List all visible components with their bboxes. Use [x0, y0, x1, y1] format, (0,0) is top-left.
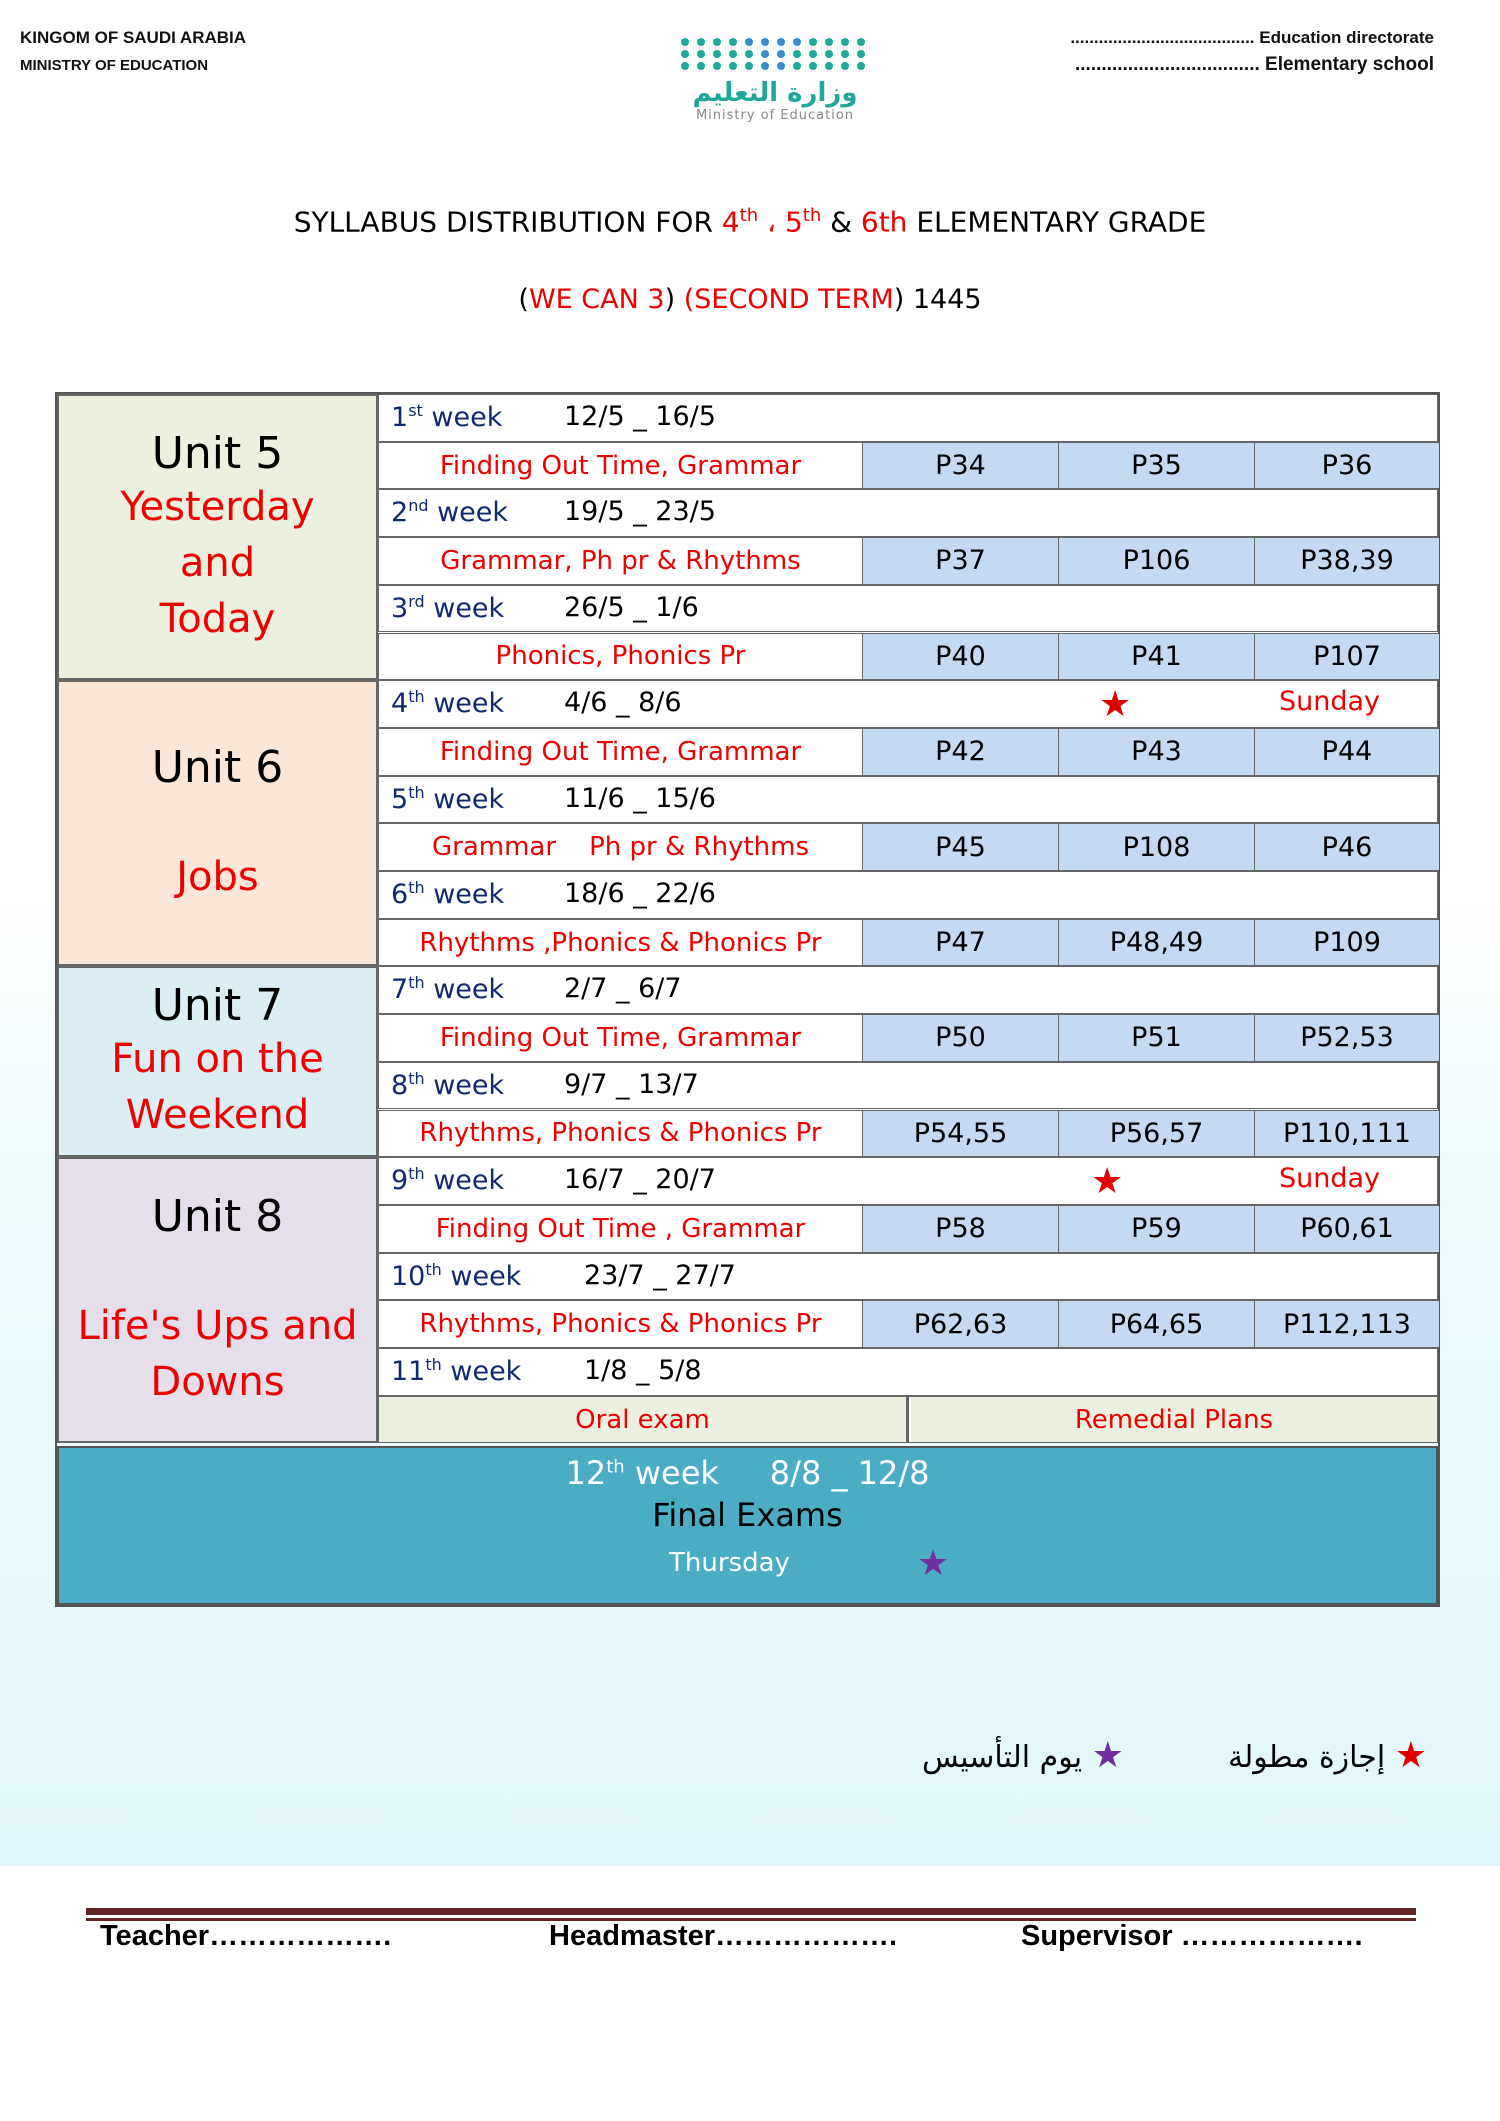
unit-cell	[57, 1157, 378, 1443]
footer-rule	[86, 1908, 1416, 1915]
page-title	[0, 205, 1500, 238]
logo-dot	[825, 62, 833, 70]
week-num: 10	[391, 1260, 426, 1292]
page-cell: P50	[862, 1015, 1058, 1061]
logo-dot	[729, 50, 737, 58]
final-exams-title: Final Exams	[652, 1496, 843, 1534]
week-word: week	[433, 974, 505, 1006]
headmaster-signature: Headmaster……………….	[549, 1920, 898, 1952]
week-dates: 1/8 _ 5/8	[584, 1355, 702, 1386]
week-sup: th	[425, 1355, 442, 1374]
term-name: (SECOND TERM	[683, 284, 894, 315]
page-cell: P109	[1254, 920, 1439, 966]
topic-text: Finding Out Time , Grammar	[435, 1213, 806, 1244]
unit-title: Jobs	[176, 853, 259, 900]
topic-text: Grammar Ph pr & Rhythms	[432, 832, 809, 863]
supervisor-signature: Supervisor ……………….	[1021, 1920, 1363, 1952]
week-dates: 23/7 _ 27/7	[584, 1259, 736, 1291]
week-num: 11	[391, 1356, 426, 1387]
page-cell: P47	[862, 920, 1058, 966]
purple-star-icon: ★	[917, 1543, 950, 1584]
logo-dot	[857, 62, 865, 70]
title-text: SYLLABUS DISTRIBUTION FOR	[293, 205, 722, 239]
topic-text: Grammar, Ph pr & Rhythms	[440, 545, 801, 576]
week-sup: rd	[408, 591, 425, 611]
week-sup: th	[408, 973, 425, 993]
logo-dot	[809, 38, 817, 46]
holiday-day: Sunday	[1279, 1163, 1381, 1195]
week-sup: th	[408, 782, 425, 802]
topic-text: Phonics, Phonics Pr	[495, 641, 746, 672]
week-dates: 2/7 _ 6/7	[564, 973, 682, 1005]
page-cell: P64,65	[1058, 1301, 1254, 1347]
page-cell: P41	[1058, 634, 1254, 680]
page-cell: P56,57	[1058, 1111, 1254, 1157]
topic-row	[378, 728, 1438, 776]
page-cell: P42	[862, 729, 1058, 775]
ministry-logo	[675, 38, 875, 123]
week-label: week	[634, 1454, 719, 1492]
logo-dot	[841, 50, 849, 58]
week-word: week	[450, 1356, 522, 1387]
week-num: 5	[391, 783, 409, 815]
week-word: week	[433, 879, 505, 910]
week-label	[391, 973, 504, 1005]
year: ) 1445	[893, 284, 982, 315]
week-word: week	[431, 402, 503, 433]
logo-dot	[809, 62, 817, 70]
logo-dot	[697, 38, 705, 46]
week-sup: th	[425, 1259, 442, 1279]
logo-dot	[809, 50, 817, 58]
page-cell: P43	[1058, 729, 1254, 775]
final-week	[59, 1454, 1436, 1492]
week-row	[378, 1348, 1438, 1396]
grade-6: 6th	[860, 205, 908, 239]
logo-dot	[745, 38, 753, 46]
week-sup: st	[408, 401, 423, 420]
logo-dot	[793, 38, 801, 46]
logo-dots-icon	[675, 38, 875, 70]
logo-dot	[745, 50, 753, 58]
red-star-icon: ★	[1099, 684, 1132, 726]
logo-dot	[825, 38, 833, 46]
page-cell: P35	[1058, 443, 1254, 489]
week-word: week	[433, 1165, 505, 1197]
paren: (	[518, 284, 529, 315]
week-label	[391, 783, 504, 815]
week-num: 12	[565, 1454, 607, 1492]
page-cell: P34	[862, 443, 1058, 489]
week-row	[378, 680, 1438, 728]
page-cell: P112,113	[1254, 1301, 1439, 1347]
week-row	[378, 1157, 1438, 1205]
unit-title: Yesterday and Today	[120, 483, 315, 642]
week-row	[378, 776, 1438, 824]
logo-dot	[713, 50, 721, 58]
logo-dot	[841, 38, 849, 46]
topic-row	[378, 1300, 1438, 1348]
topic-row	[378, 823, 1438, 871]
page-cell: P48,49	[1058, 920, 1254, 966]
week-num: 3	[391, 592, 409, 624]
week-row	[378, 1253, 1438, 1301]
week-row	[378, 489, 1438, 537]
week-label	[391, 401, 502, 433]
oral-exam-cell: Oral exam	[379, 1397, 909, 1443]
red-star-icon: ★	[1394, 1735, 1427, 1776]
week-dates: 11/6 _ 15/6	[564, 782, 716, 814]
week-sup: th	[606, 1456, 625, 1478]
logo-dot	[777, 38, 785, 46]
logo-dot	[793, 62, 801, 70]
legend-holiday-text: إجازة مطولة	[1228, 1740, 1386, 1775]
week-row	[378, 585, 1438, 633]
week-num: 2	[391, 497, 409, 529]
week-label	[391, 1260, 521, 1292]
page-cell: P36	[1254, 443, 1439, 489]
topic-text: Finding Out Time, Grammar	[439, 1022, 802, 1053]
week-label	[391, 1355, 521, 1387]
topic-row	[378, 919, 1438, 967]
week-label	[391, 1069, 504, 1101]
page-cell: P51	[1058, 1015, 1254, 1061]
logo-dot	[681, 50, 689, 58]
logo-dot	[777, 50, 785, 58]
week-row	[378, 394, 1438, 442]
week-word: week	[433, 1069, 505, 1101]
topic-row	[378, 1014, 1438, 1062]
page-cell: P58	[862, 1206, 1058, 1252]
week-dates: 26/5 _ 1/6	[564, 591, 699, 623]
logo-dot	[713, 38, 721, 46]
week-dates: 4/6 _ 8/6	[564, 687, 682, 719]
logo-dot	[841, 62, 849, 70]
unit-cell	[57, 680, 378, 966]
syllabus-table	[55, 392, 1440, 1607]
unit-name: Unit 7	[151, 980, 284, 1032]
grade-5-sup: th	[802, 205, 822, 226]
teacher-signature: Teacher……………….	[100, 1920, 392, 1952]
week-num: 4	[391, 688, 409, 720]
logo-dot	[745, 62, 753, 70]
topic-row	[378, 1110, 1438, 1158]
logo-dot	[793, 50, 801, 58]
holiday-day: Sunday	[1279, 686, 1381, 718]
unit-title: Life's Ups and Downs	[77, 1302, 358, 1405]
unit-name: Unit 6	[151, 741, 284, 793]
directorate-field: ....................................... Education directorate	[1070, 28, 1434, 47]
week-sup: th	[408, 687, 425, 707]
page-cell: P59	[1058, 1206, 1254, 1252]
unit-cell	[57, 966, 378, 1157]
logo-dot	[777, 62, 785, 70]
week-num: 9	[391, 1165, 409, 1197]
page-cell: P60,61	[1254, 1206, 1439, 1252]
topic-text: Rhythms ,Phonics & Phonics Pr	[419, 927, 822, 958]
logo-dot	[761, 50, 769, 58]
remedial-plans-cell: Remedial Plans	[911, 1397, 1437, 1443]
logo-english-text: Ministry of Education	[695, 108, 855, 123]
page-subtitle	[0, 284, 1500, 315]
week-label	[391, 878, 504, 910]
week-label	[391, 592, 504, 624]
book-name: WE CAN 3	[528, 284, 665, 315]
week-word: week	[450, 1260, 522, 1292]
week-label	[391, 496, 508, 528]
page-cell: P52,53	[1254, 1015, 1439, 1061]
title-amp: &	[821, 205, 861, 239]
page-cell: P62,63	[862, 1301, 1058, 1347]
week-word: week	[433, 592, 505, 624]
logo-arabic-text: وزارة التعليم	[692, 78, 858, 108]
title-grade-text: ELEMENTARY GRADE	[907, 205, 1207, 239]
logo-dot	[729, 62, 737, 70]
country-label: KINGOM OF SAUDI ARABIA	[20, 28, 247, 47]
final-day: Thursday	[669, 1548, 790, 1578]
paren: )	[664, 284, 684, 315]
school-field: ................................... Elementary school	[1075, 54, 1434, 75]
title-sep: ،	[758, 205, 785, 239]
topic-text: Finding Out Time, Grammar	[439, 736, 802, 767]
week-num: 6	[391, 879, 409, 910]
unit-name: Unit 8	[151, 1190, 284, 1242]
grade-4: 4	[721, 205, 740, 239]
purple-star-icon: ★	[1091, 1735, 1124, 1776]
topic-row	[378, 442, 1438, 490]
week-word: week	[433, 688, 505, 720]
logo-dot	[713, 62, 721, 70]
logo-dot	[761, 62, 769, 70]
final-exams-row	[57, 1446, 1438, 1605]
week-row	[378, 871, 1438, 919]
logo-dot	[761, 38, 769, 46]
week-sup: th	[408, 1164, 425, 1184]
week-dates: 12/5 _ 16/5	[564, 401, 716, 432]
week-dates: 9/7 _ 13/7	[564, 1068, 699, 1100]
unit-cell	[57, 394, 378, 680]
week-row	[378, 966, 1438, 1014]
logo-dot	[857, 50, 865, 58]
page-cell: P37	[862, 538, 1058, 584]
legend-founding-day	[922, 1735, 1124, 1776]
page-cell: P38,39	[1254, 538, 1439, 584]
page-cell: P106	[1058, 538, 1254, 584]
week-label	[391, 687, 504, 719]
logo-dot	[729, 38, 737, 46]
topic-text: Rhythms, Phonics & Phonics Pr	[419, 1309, 822, 1340]
page-cell: P44	[1254, 729, 1439, 775]
week-num: 1	[391, 402, 409, 433]
week-sup: nd	[408, 496, 429, 516]
logo-dot	[697, 50, 705, 58]
topic-text: Finding Out Time, Grammar	[439, 450, 802, 481]
week-sup: th	[408, 878, 425, 897]
topic-text: Rhythms, Phonics & Phonics Pr	[419, 1118, 822, 1149]
ministry-label: MINISTRY OF EDUCATION	[20, 57, 209, 74]
topic-row	[378, 537, 1438, 585]
logo-dot	[857, 38, 865, 46]
week-sup: th	[408, 1068, 425, 1088]
legend-holiday	[1228, 1735, 1427, 1776]
page-cell: P54,55	[862, 1111, 1058, 1157]
topic-row	[378, 633, 1438, 681]
page-cell: P46	[1254, 824, 1439, 870]
page-cell: P40	[862, 634, 1058, 680]
page-cell: P45	[862, 824, 1058, 870]
legend-founding-text: يوم التأسيس	[922, 1740, 1083, 1775]
logo-dot	[825, 50, 833, 58]
week-dates: 18/6 _ 22/6	[564, 878, 716, 909]
topic-row	[378, 1205, 1438, 1253]
week-dates: 16/7 _ 20/7	[564, 1164, 716, 1196]
grade-4-sup: th	[739, 205, 759, 226]
week-num: 7	[391, 974, 409, 1006]
week-label	[391, 1164, 504, 1196]
week-dates: 8/8 _ 12/8	[769, 1454, 930, 1492]
page-cell: P110,111	[1254, 1111, 1439, 1157]
week-row	[378, 1062, 1438, 1110]
logo-dot	[681, 38, 689, 46]
unit-name: Unit 5	[151, 427, 284, 479]
page-cell: P107	[1254, 634, 1439, 680]
logo-dot	[681, 62, 689, 70]
unit-title: Fun on the Weekend	[111, 1036, 324, 1139]
topic-row	[378, 1396, 1438, 1444]
page-cell: P108	[1058, 824, 1254, 870]
week-num: 8	[391, 1069, 409, 1101]
logo-dot	[697, 62, 705, 70]
grade-5: 5	[784, 205, 803, 239]
red-star-icon: ★	[1091, 1161, 1124, 1203]
week-word: week	[437, 497, 509, 529]
week-word: week	[433, 783, 505, 815]
week-dates: 19/5 _ 23/5	[564, 496, 716, 528]
